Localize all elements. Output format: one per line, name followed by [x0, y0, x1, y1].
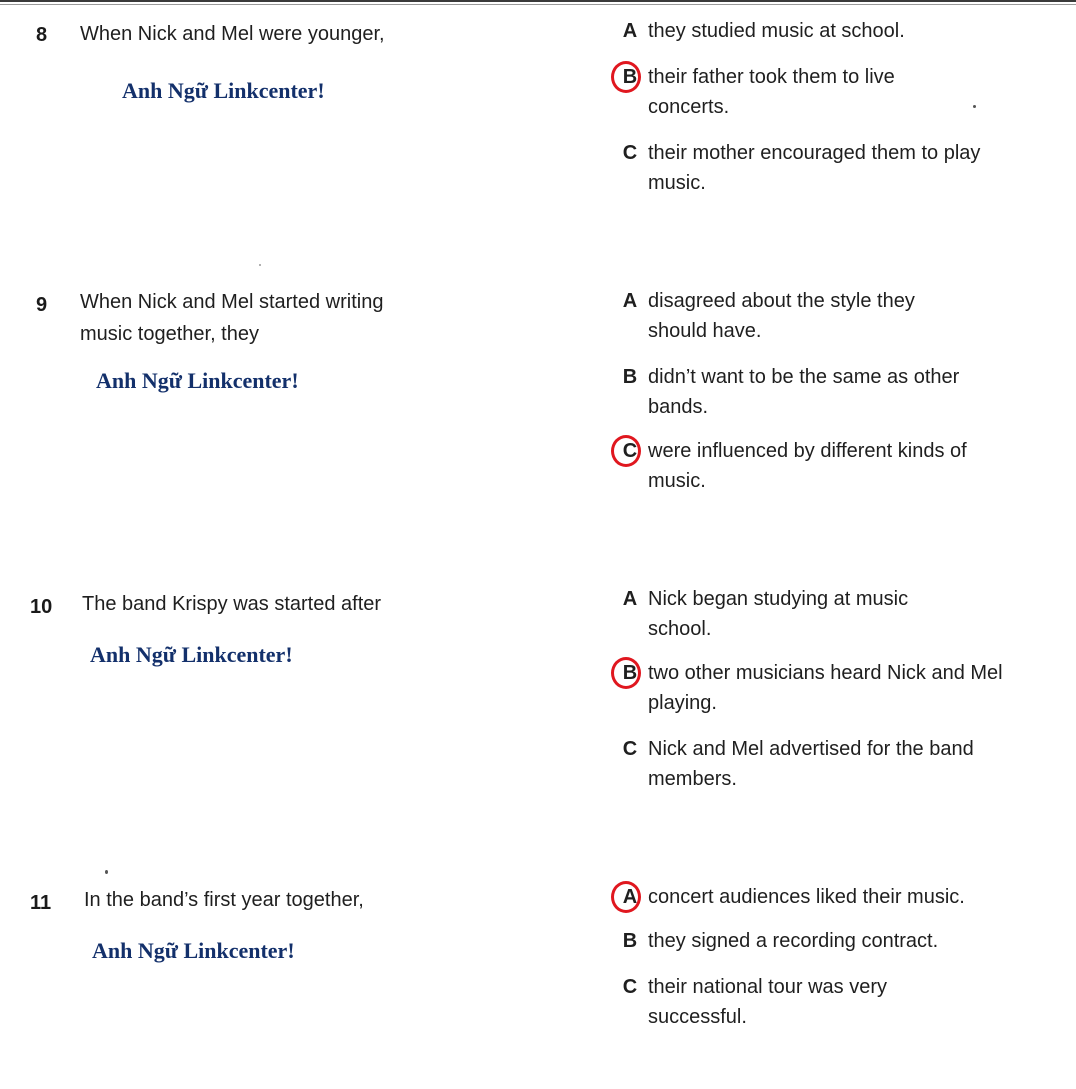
question-stem: When Nick and Mel started writing music together, they — [80, 291, 384, 345]
option-c[interactable] — [620, 972, 1040, 1032]
option-b[interactable] — [620, 658, 1040, 718]
option-letter: C — [622, 142, 638, 164]
question-number: 9 — [36, 294, 48, 316]
scan-speck — [973, 105, 976, 108]
option-text: Nick and Mel advertised for the band members. — [648, 738, 974, 790]
option-b[interactable] — [620, 926, 1040, 956]
option-letter: B — [622, 366, 638, 388]
option-a[interactable] — [620, 584, 1040, 644]
option-text: Nick began studying at music school. — [648, 588, 909, 640]
option-letter-selected: B — [620, 62, 640, 92]
brand-watermark: Anh Ngữ Linkcenter! — [90, 642, 293, 667]
option-text: didn’t want to be the same as other bands. — [648, 366, 960, 418]
option-text: concert audiences liked their music. — [648, 886, 965, 908]
option-c[interactable] — [620, 436, 1040, 496]
scan-speck — [105, 870, 108, 874]
option-a[interactable] — [620, 882, 1040, 912]
option-letter-selected: B — [620, 658, 640, 688]
option-text: disagreed about the style they should have. — [648, 290, 915, 342]
question-number: 10 — [30, 596, 53, 618]
top-rule — [0, 0, 1076, 6]
brand-watermark: Anh Ngữ Linkcenter! — [92, 938, 295, 963]
option-text: two other musicians heard Nick and Mel playing. — [648, 662, 1003, 714]
option-c[interactable] — [620, 734, 1040, 794]
scan-speck — [259, 264, 261, 266]
option-text: they studied music at school. — [648, 20, 905, 42]
option-letter: C — [622, 976, 638, 998]
option-text: their father took them to live concerts. — [648, 66, 895, 118]
option-text: their mother encouraged them to play music. — [648, 142, 981, 194]
option-letter: B — [622, 930, 638, 952]
option-text: their national tour was very successful. — [648, 976, 888, 1028]
option-letter: A — [622, 20, 638, 42]
option-a[interactable] — [620, 286, 1040, 346]
option-b[interactable] — [620, 62, 1040, 122]
question-stem: The band Krispy was started after — [82, 593, 382, 615]
option-letter: C — [622, 738, 638, 760]
option-c[interactable] — [620, 138, 1040, 198]
brand-watermark: Anh Ngữ Linkcenter! — [96, 368, 299, 393]
brand-watermark: Anh Ngữ Linkcenter! — [122, 78, 325, 103]
option-text: they signed a recording contract. — [648, 930, 939, 952]
question-number: 11 — [30, 892, 52, 914]
question-stem: When Nick and Mel were younger, — [80, 23, 385, 45]
option-b[interactable] — [620, 362, 1040, 422]
option-a[interactable] — [620, 16, 1040, 46]
option-letter: A — [622, 588, 638, 610]
option-letter: A — [622, 290, 638, 312]
question-stem: In the band’s first year together, — [84, 889, 364, 911]
option-letter-selected: C — [620, 436, 640, 466]
option-letter-selected: A — [620, 882, 640, 912]
option-text: were influenced by different kinds of music. — [648, 440, 967, 492]
question-number: 8 — [36, 24, 48, 46]
